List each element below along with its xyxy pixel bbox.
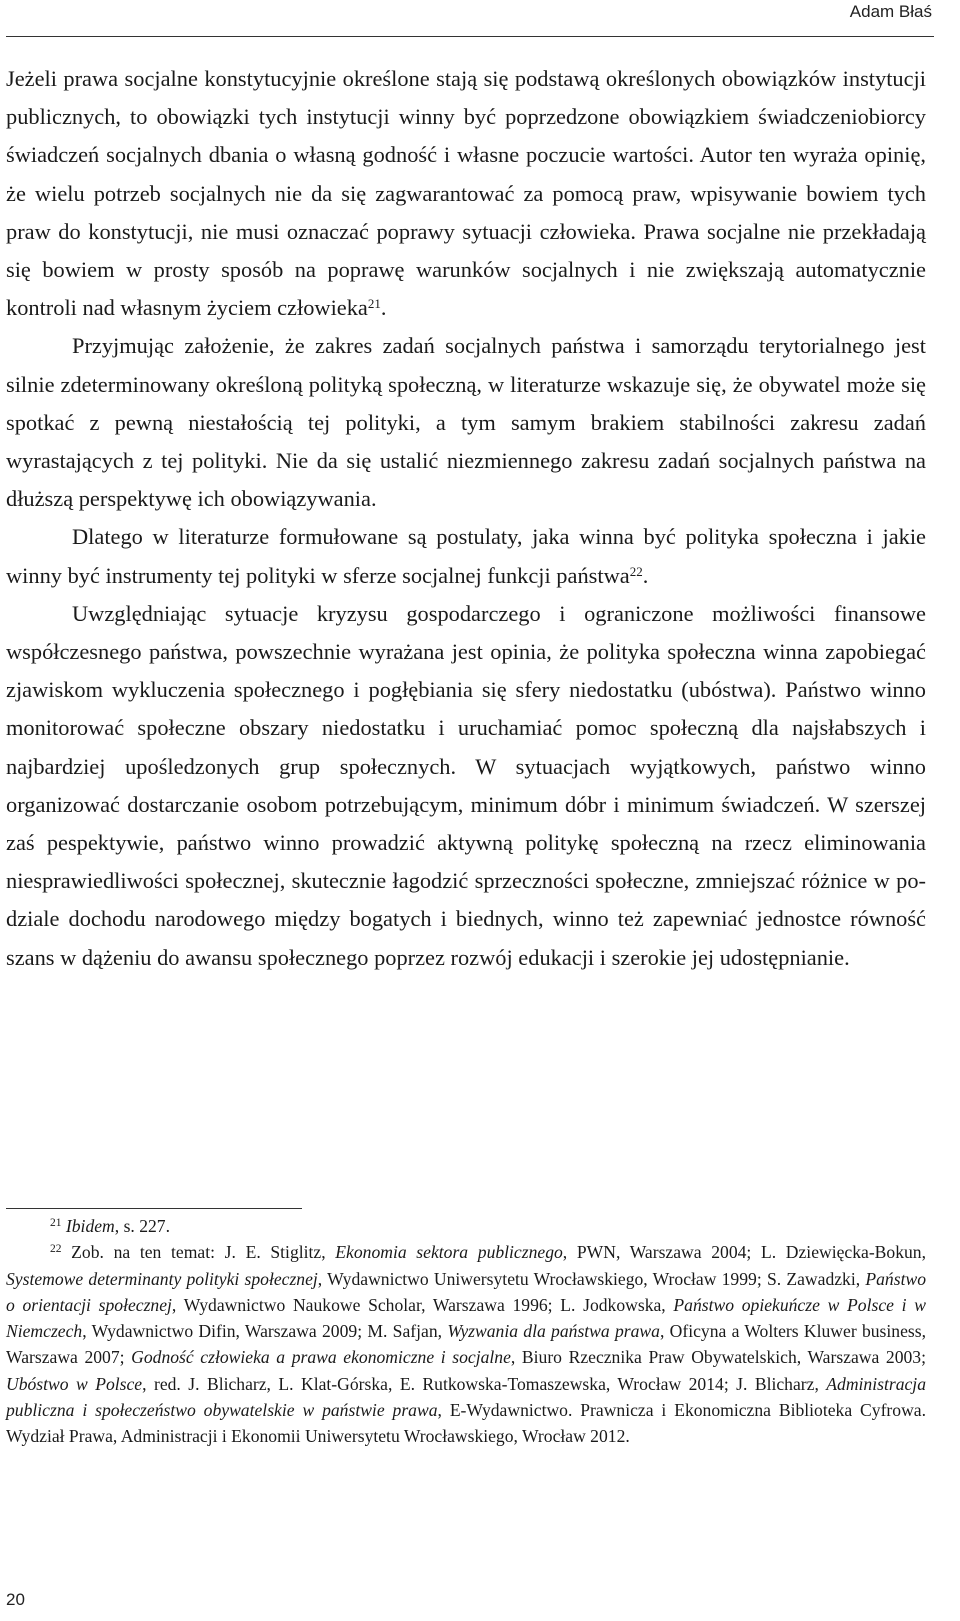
footnote-22 [6, 1239, 926, 1449]
footnote-22-text: Zob. na ten temat: J. E. Stiglitz, [61, 1242, 336, 1263]
footnote-22-number: 22 [50, 1243, 62, 1256]
footnote-22-text: , E-Wydawnictwo. Prawnicza i Ekonomiczna Biblioteka Cyfrowa. Wydział Prawa, Administracji i Ekonomii Uniwersytetu Wrocławskiego, Wrocław 2012. [6, 1400, 927, 1447]
footnote-ref-22[interactable]: 22 [629, 563, 643, 579]
footnote-ref-21[interactable]: 21 [367, 296, 381, 312]
footnote-rule [6, 1208, 302, 1209]
footnote-21 [6, 1213, 926, 1239]
paragraph-1-text: Jeżeli prawa socjalne konstytucyjnie określone stają się podstawą określonych obowiązków instytucji publicznych, to obowiązki tych instytucji winny być poprzedzone obowiązkiem świadczeniobiorcy świadczeń socjalnych dbania o własną godność i własne poczucie wartości. Autor ten wyraża opinię, że wielu potrzeb socjalnych nie da się zagwarantować za pomocą praw, wpisywanie bowiem tych praw do konstytucji, nie musi oznaczać poprawy sytuacji człowieka. Prawa socjalne nie przekładają się bowiem w prosty sposób na poprawę warunków socjalnych i nie zwiększają automatycznie kontroli nad własnym życiem człowieka [6, 66, 926, 321]
footnote-22-text: , PWN, Warszawa 2004; L. Dziewięcka-Bokun, [562, 1242, 926, 1263]
header-rule [6, 36, 934, 37]
paragraph-3-end: . [642, 562, 649, 588]
footnote-21-text: , s. 227. [114, 1216, 170, 1236]
footnote-22-title: Systemowe determinanty polityki społecznej [6, 1268, 318, 1289]
page-number: 20 [6, 1590, 25, 1609]
paragraph-3-text: Dlatego w literaturze formułowane są postulaty, jaka winna być polityka społeczna i jakie winny być instrumenty tej polityki w sferze socjalnej funkcji państwa [6, 524, 926, 588]
footnote-21-number: 21 [50, 1217, 62, 1229]
footnote-22-text: , Biuro Rzecznika Praw Obywatelskich, Warszawa 2003; [510, 1347, 926, 1368]
paragraph-1-end: . [380, 295, 387, 321]
main-text [6, 60, 926, 977]
paragraph-4: Uwzględniając sytuacje kryzysu gospodarczego i ograniczone możliwości finansowe współczesnego państwa, powszechnie wyrażana jest opinia, że polityka społeczna winna zapobiegać zjawiskom wykluczenia społecznego i pogłębiania się sfery niedostatku (ubóstwa). Państwo winno monitorować społeczne obszary niedostatku i uruchamiać pomoc społeczną dla najsłabszych i najbardziej upośledzonych grup społecznych. W sytuacjach wyjątkowych, państwo winno organizować dostarczanie osobom potrzebującym, minimum dóbr i minimum świadczeń. W szerszej zaś pespektywie, państwo winno prowadzić aktywną politykę społeczną na rzecz eliminowania niesprawiedliwości społecznej, skutecznie łagodzić sprzeczności społeczne, zmniejszać różnice w podziale dochodu narodowego między bogatych i biednych, winno też zapewniać jednostce równość szans w dążeniu do awansu społecznego poprzez rozwój edukacji i szerokie jej udostępnianie. [6, 600, 926, 970]
footnote-22-title: Państwo opiekuńcze w Polsce i w Niemczech [6, 1294, 926, 1342]
footnote-21-ibidem: Ibidem [65, 1216, 115, 1236]
footnote-22-text: , red. J. Blicharz, L. Klat-Górska, E. Rutkowska-Tomaszewska, Wrocław 2014; J. Blicharz, [142, 1373, 827, 1394]
running-header-author: Adam Błaś [849, 2, 932, 21]
footnote-22-text: , Wydawnictwo Naukowe Scholar, Warszawa 1996; L. Jodkowska, [171, 1294, 674, 1315]
footnote-22-title: Administracja publiczna i społeczeństwo obywatelskie w państwie prawa [6, 1373, 926, 1421]
footnote-22-title: Ekonomia sektora publicznego [335, 1242, 563, 1263]
footnotes [6, 1213, 926, 1450]
footnote-22-text: , Oficyna a Wolters Kluwer business, Warszawa 2007; [6, 1321, 926, 1368]
paragraph-1 [6, 60, 926, 327]
footnote-22-text: , Wydawnictwo Difin, Warszawa 2009; M. Safjan, [82, 1321, 448, 1342]
paragraph-3 [6, 518, 926, 594]
footnote-22-text: , Wydawnictwo Uniwersytetu Wrocławskiego, Wrocław 1999; S. Zawadzki, [317, 1268, 866, 1289]
footnote-22-title: Wyzwania dla państwa prawa [447, 1321, 660, 1342]
footnote-22-title: Ubóstwo w Polsce [6, 1373, 143, 1394]
footnote-22-title: Państwo o orientacji społecznej [6, 1268, 926, 1315]
footnote-22-title: Godność człowieka a prawa ekonomiczne i socjalne [131, 1347, 511, 1368]
paragraph-2: Przyjmując założenie, że zakres zadań socjalnych państwa i samorządu terytorialnego jest silnie zdeterminowany określoną polityką społeczną, w literaturze wskazuje się, że obywatel może się spotkać z pewną niestałością tej polityki, a tym samym brakiem stabilności zakresu zadań wyrastających z tej polityki. Nie da się ustalić niezmiennego zakresu zadań socjalnych państwa na dłuższą perspektywę ich obowiązywania. [6, 333, 926, 512]
